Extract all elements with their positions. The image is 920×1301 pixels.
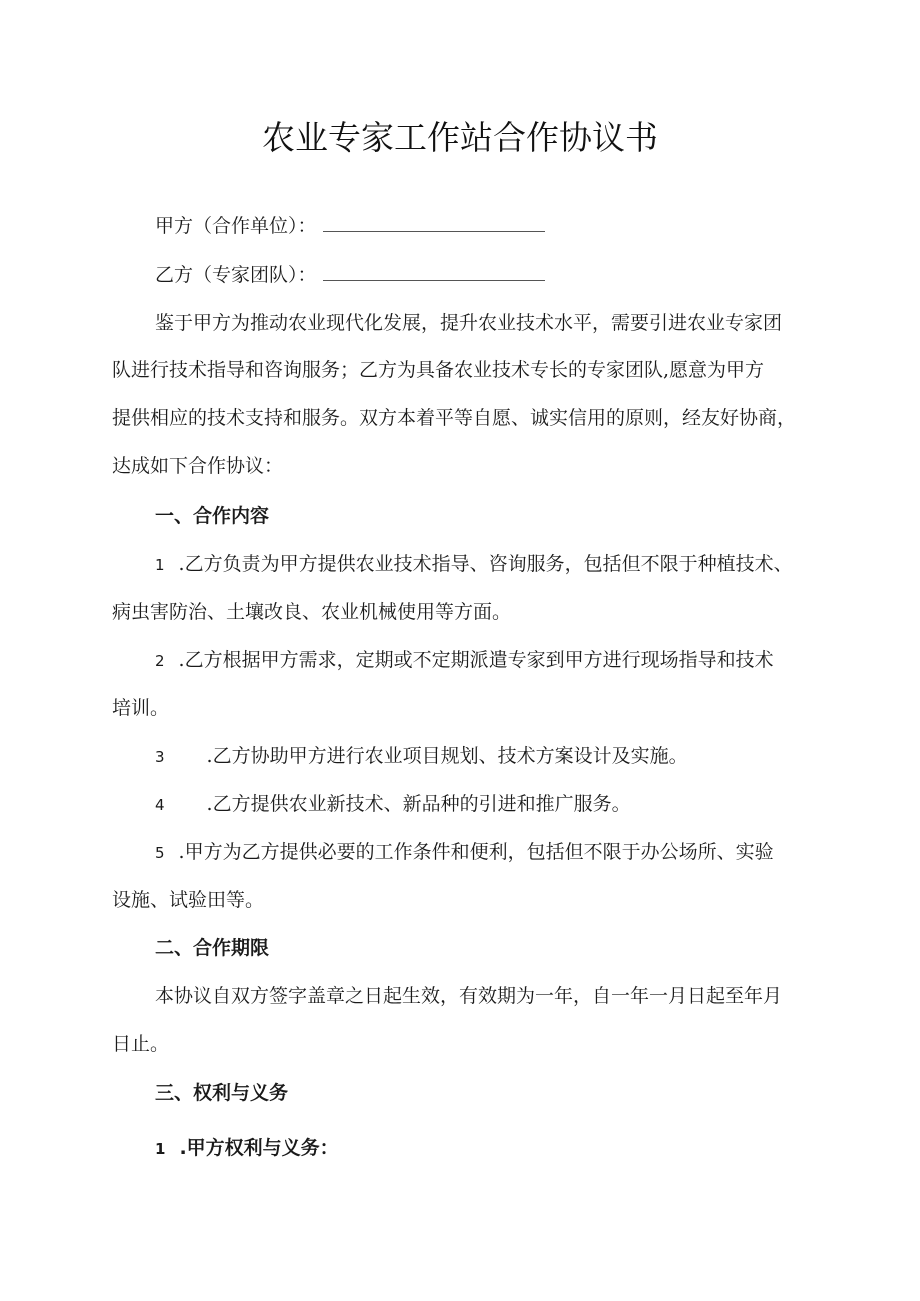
section-1-item-5 — [155, 839, 774, 866]
item-text: .乙方提供农业新技术、新品种的引进和推广服务。 — [206, 793, 631, 815]
section-1-item-1 — [155, 551, 793, 578]
party-b-label: 乙方（专家团队）： — [155, 264, 317, 286]
item-number: 3 — [155, 748, 165, 766]
party-b-line — [155, 262, 545, 288]
section-1-item-4 — [155, 791, 631, 818]
section-1-item-1-cont: 病虫害防治、土壤改良、农业机械使用等方面。 — [112, 601, 512, 623]
item-number: 1 — [155, 1140, 166, 1158]
party-a-line — [155, 213, 545, 239]
party-a-blank — [323, 213, 545, 232]
section-2-line-2: 日止。 — [112, 1033, 170, 1055]
document-title: 农业专家工作站合作协议书 — [262, 118, 658, 157]
intro-line-3: 提供相应的技术支持和服务。双方本着平等自愿、诚实信用的原则，经友好协商， — [112, 407, 797, 429]
section-1-item-5-cont: 设施、试验田等。 — [112, 889, 265, 911]
item-number: 1 — [155, 556, 165, 574]
item-number: 5 — [155, 844, 165, 862]
party-b-blank — [323, 262, 545, 281]
section-2-line-1: 本协议自双方签字盖章之日起生效，有效期为一年，自一年一月日起至年月 — [155, 985, 783, 1007]
section-1-item-2 — [155, 647, 774, 674]
item-text: .乙方根据甲方需求，定期或不定期派遣专家到甲方进行现场指导和技术 — [178, 649, 774, 671]
section-1-heading: 一、合作内容 — [155, 505, 270, 527]
section-1-item-3 — [155, 743, 688, 770]
section-2-heading: 二、合作期限 — [155, 937, 270, 959]
intro-line-2: 队进行技术指导和咨询服务；乙方为具备农业技术专长的专家团队,愿意为甲方 — [112, 359, 765, 381]
item-text: .甲方为乙方提供必要的工作条件和便利，包括但不限于办公场所、实验 — [178, 841, 774, 863]
intro-line-1: 鉴于甲方为推动农业现代化发展，提升农业技术水平，需要引进农业专家团 — [155, 312, 783, 334]
section-1-item-2-cont: 培训。 — [112, 697, 170, 719]
item-text: .乙方协助甲方进行农业项目规划、技术方案设计及实施。 — [206, 745, 688, 767]
item-text: .乙方负责为甲方提供农业技术指导、咨询服务，包括但不限于种植技术、 — [178, 553, 793, 575]
intro-line-4: 达成如下合作协议： — [112, 455, 284, 477]
section-3-heading: 三、权利与义务 — [155, 1082, 289, 1104]
section-3-sub-1 — [155, 1135, 339, 1162]
item-number: 2 — [155, 652, 165, 670]
sub-heading-text: .甲方权利与义务： — [179, 1137, 339, 1159]
item-number: 4 — [155, 796, 165, 814]
party-a-label: 甲方（合作单位）： — [155, 215, 317, 237]
